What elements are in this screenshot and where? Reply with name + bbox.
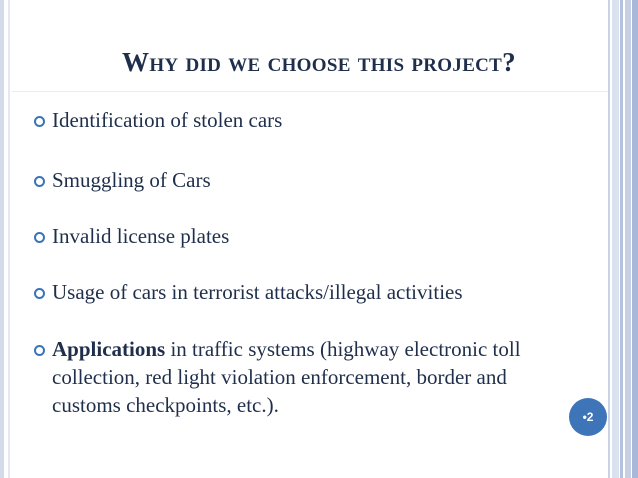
page-number-badge: •2 — [569, 398, 607, 436]
bullet-circle-icon — [34, 288, 45, 299]
bullet-bold-text: Applications — [52, 337, 166, 361]
bullet-circle-icon — [34, 232, 45, 243]
bullet-text — [52, 335, 564, 419]
bullet-text: Smuggling of Cars — [52, 168, 211, 192]
bullet-text: Usage of cars in terrorist attacks/illegal activities — [52, 280, 463, 304]
bullet-text: Identification of stolen cars — [52, 108, 283, 132]
bullet-rest-text: in traffic systems (highway electronic toll collection, red light violation enforcement, border and customs checkpoints, etc.). — [52, 337, 521, 417]
bullet-text: Invalid license plates — [52, 224, 230, 248]
bullet-circle-icon — [34, 176, 45, 187]
bullet-circle-icon — [34, 116, 45, 127]
bullet-circle-icon — [34, 345, 45, 356]
slide-title-text: Why did we choose this project? — [122, 47, 516, 77]
